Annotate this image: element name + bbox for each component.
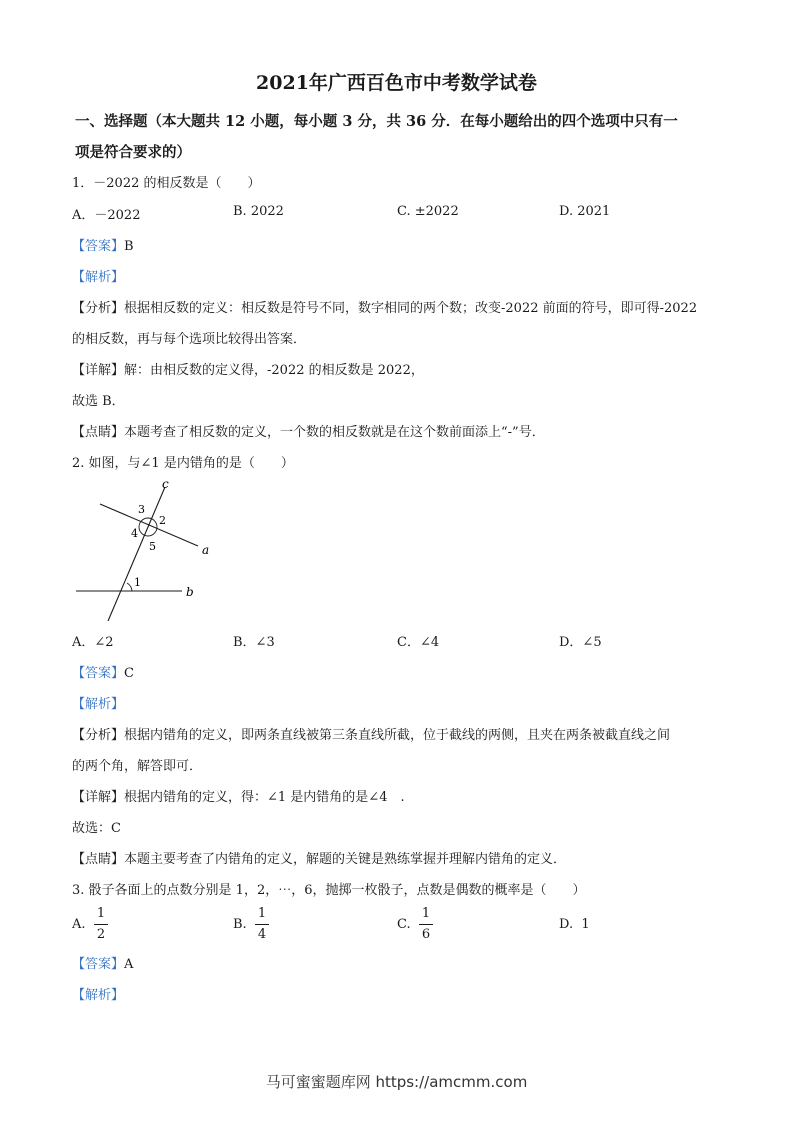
q2-answer: C [124, 666, 134, 681]
q3-option-a-label: A. [72, 917, 86, 932]
q3-option-b-denominator: 4 [257, 927, 267, 942]
q3-answer: A [124, 957, 134, 972]
q1-answer-row [72, 235, 134, 254]
q1-fenxi-row [72, 297, 697, 316]
dianjing-tag: 【点睛】 [72, 852, 125, 867]
analysis-tag: 【解析】 [72, 988, 125, 1003]
q1-fenxi-line1: 根据相反数的定义：相反数是符号不同，数字相同的两个数；改变-2022 前面的符号，即可得-2022 [124, 301, 698, 316]
q3-analysis-tag [72, 984, 124, 1003]
q2-selection: 故选：C [72, 821, 121, 836]
analysis-tag: 【解析】 [72, 270, 125, 285]
q2-fenxi-line2: 的两个角，解答即可． [72, 759, 203, 774]
fraction-bar [94, 924, 108, 925]
q3-answer-row [72, 953, 133, 972]
angle-label-2: 2 [159, 514, 166, 527]
q1-option-a: A．－2022 [72, 208, 141, 223]
q2-fenxi-row [72, 724, 670, 743]
section-heading-line2: 项是符合要求的） [75, 144, 191, 161]
q1-option-c: C. ±2022 [397, 204, 459, 219]
fraction-bar [255, 924, 269, 925]
q3-option-a-denominator: 2 [96, 927, 106, 942]
answer-tag: 【答案】 [72, 957, 125, 972]
q3-option-d-value: 1 [581, 917, 590, 932]
analysis-tag: 【解析】 [72, 697, 125, 712]
q2-option-b: B．∠3 [233, 635, 275, 650]
q1-dianjing: 本题考查了相反数的定义，一个数的相反数就是在这个数前面添上“-”号． [124, 425, 545, 440]
q3-option-a-numerator: 1 [96, 906, 106, 921]
q3-option-c-numerator: 1 [421, 906, 431, 921]
q3-option-c-denominator: 6 [421, 927, 431, 942]
document-title: 2021年广西百色市中考数学试卷 [256, 72, 537, 94]
footer-watermark: 马可蜜蜜题库网 https://amcmm.com [265, 1073, 528, 1091]
q2-dianjing: 本题主要考查了内错角的定义，解题的关键是熟练掌握并理解内错角的定义． [124, 852, 567, 867]
section-heading-line1: 一、选择题（本大题共 12 小题，每小题 3 分，共 36 分．在每小题给出的四个选项中只有一 [75, 113, 678, 130]
q2-option-c: C．∠4 [397, 635, 440, 650]
label-a: a [202, 543, 210, 557]
q1-xiangjie: 解：由相反数的定义得，-2022 的相反数是 2022， [124, 363, 424, 378]
angle-label-3: 3 [138, 503, 145, 516]
q2-figure [72, 476, 212, 622]
q1-option-d: D. 2021 [559, 204, 611, 219]
fenxi-tag: 【分析】 [72, 728, 125, 743]
angle-label-1: 1 [134, 576, 141, 589]
label-c: c [162, 477, 169, 491]
answer-tag: 【答案】 [72, 666, 125, 681]
q2-answer-row [72, 662, 134, 681]
q2-fenxi-line1: 根据内错角的定义，即两条直线被第三条直线所截，位于截线的两侧，且夹在两条被截直线之间 [124, 728, 671, 743]
q3-option-b-label: B. [233, 917, 247, 932]
q1-option-b: B. 2022 [233, 204, 284, 219]
q3-option-b-numerator: 1 [257, 906, 267, 921]
q1-dianjing-row [72, 421, 545, 440]
q1-answer: B [124, 239, 134, 254]
xiangjie-tag: 【详解】 [72, 363, 125, 378]
angle-label-5: 5 [149, 540, 156, 553]
xiangjie-tag: 【详解】 [72, 790, 125, 805]
q3-option-d-label: D. [559, 917, 574, 932]
angle-label-4: 4 [131, 527, 138, 540]
label-b: b [186, 585, 194, 599]
angle-arc-1 [127, 583, 132, 591]
q3-option-d [559, 917, 590, 932]
q2-stem: 2. 如图，与∠1 是内错角的是（ ） [72, 456, 294, 471]
q1-fenxi-line2: 的相反数，再与每个选项比较得出答案． [72, 332, 307, 347]
q3-option-c-label: C. [397, 917, 411, 932]
dianjing-tag: 【点睛】 [72, 425, 125, 440]
q2-option-a: A．∠2 [72, 635, 114, 650]
q2-dianjing-row [72, 848, 566, 867]
q3-stem: 3. 骰子各面上的点数分别是 1，2，⋯，6，抛掷一枚骰子，点数是偶数的概率是（ ） [72, 883, 586, 898]
fraction-bar [419, 924, 433, 925]
q1-xiangjie-row [72, 359, 424, 378]
q1-analysis-tag [72, 266, 124, 285]
fenxi-tag: 【分析】 [72, 301, 125, 316]
q2-option-d: D．∠5 [559, 635, 602, 650]
q2-xiangjie: 根据内错角的定义，得：∠1 是内错角的是∠4 . [124, 790, 405, 805]
q1-selection: 故选 B． [72, 394, 125, 409]
q1-stem: 1．－2022 的相反数是（ ） [72, 176, 261, 191]
line-c [108, 487, 165, 621]
q2-xiangjie-row [72, 786, 405, 805]
q2-analysis-tag [72, 693, 124, 712]
answer-tag: 【答案】 [72, 239, 125, 254]
